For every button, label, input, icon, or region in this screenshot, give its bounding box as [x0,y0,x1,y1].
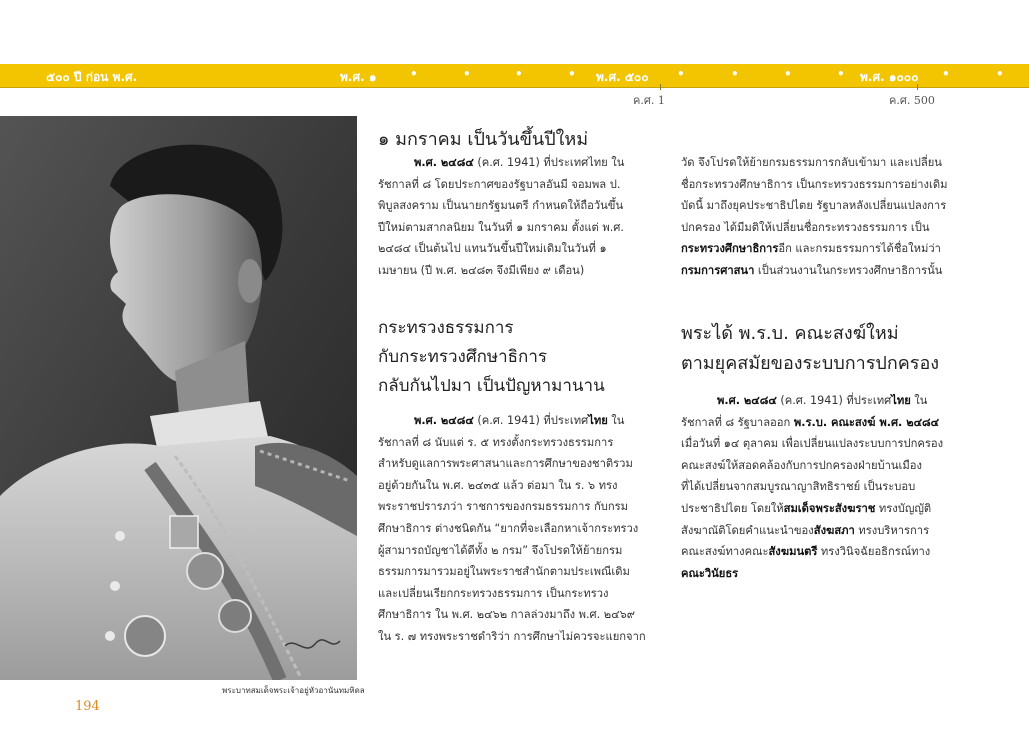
text-line: ปกครอง ได้มีมติให้เปลี่ยนชื่อกระทรวงธรรมการ เป็น [681,220,930,234]
timeline-dot: • [568,67,576,81]
portrait-illustration [0,116,357,680]
text-span: ใน [607,414,625,427]
text-line: เมษายน (ปี พ.ศ. ๒๔๘๓ จึงมีเพียง ๙ เดือน) [378,263,585,277]
ministries-body [378,410,673,648]
text-line: ใน ร. ๗ ทรงพระราชดำริว่า การศึกษาไม่ควรจะแยกจาก [378,629,646,643]
text-line [681,541,981,563]
bold-term: สมเด็จพระสังฆราช [783,501,876,515]
bold-term: กรมการศาสนา [681,263,755,277]
text-line: พิบูลสงคราม เป็นนายกรัฐมนตรี กำหนดให้ถือวันขึ้น [378,199,624,213]
text-line: ศึกษาธิการ ใน พ.ศ. ๒๔๖๒ กาลล่วงมาถึง พ.ศ. ๒๔๖๙ [378,608,635,622]
ministry-continuation-right [681,152,981,282]
title-line: กลับกันไปมา เป็นปัญหามานาน [378,376,605,396]
text-line [681,563,981,585]
text-span: ทรงบัญญัติ [875,501,932,515]
text-line: พระราชปรารภว่า ราชการของกรมธรรมการ กับกรม [378,500,628,514]
text-span: ใน [910,394,928,407]
text-span: คณะสงฆ์ทางคณะ [681,545,769,559]
text-line: รัชกาลที่ ๘ โดยประกาศของรัฐบาลอันมี จอมพล ป. [378,177,621,191]
timeline-band [0,64,1029,88]
text-line: เมื่อวันที่ ๑๔ ตุลาคม เพื่อเปลี่ยนแปลงระบบการปกครอง [681,437,944,451]
timeline-dot: • [677,67,685,81]
text-line: ศึกษาธิการ ต่างชนิดกัน “ยากที่จะเลือกหาเจ้ากระทรวง [378,521,639,535]
photo-caption: พระบาทสมเด็จพระเจ้าอยู่หัวอานันทมหิดล [222,686,365,695]
text-line [681,390,981,412]
new-year-body-left [378,152,668,282]
timeline-dot: • [942,67,950,81]
timeline-dot: • [515,67,523,81]
title-line: กับกระทรวงศึกษาธิการ [378,347,548,367]
year-bold: พ.ศ. ๒๔๘๔ [414,414,474,427]
text-line: ชื่อกระทรวงศึกษาธิการ เป็นกระทรวงธรรมการอย่างเดิม [681,177,948,191]
section-title-new-year: ๑ มกราคม เป็นวันขึ้นปีใหม่ [378,129,589,150]
timeline-dot: • [463,67,471,81]
era-label-ad500: ค.ศ. 500 [889,94,935,107]
text-span: ทรงบริหารการ [854,523,930,537]
text-line: สำหรับดูแลการพระศาสนาและการศึกษาของชาติรวม [378,457,633,471]
text-line: ปีใหม่ตามสากลนิยม ในวันที่ ๑ มกราคม ตั้งแต่ พ.ศ. [378,220,624,234]
text-line [681,520,981,542]
text-line: บัดนี้ มาถึงยุคประชาธิปไตย รัฐบาลหลังเปลี่ยนแปลงการ [681,199,947,213]
text-line [681,260,981,282]
text-line: วัด จึงโปรดให้ย้ายกรมธรรมการกลับเข้ามา และเปลี่ยน [681,156,942,169]
timeline-tick [917,84,918,90]
text-line: และเปลี่ยนเรียกกระทรวงธรรมการ เป็นกระทรวง [378,586,609,600]
era-label-ad1: ค.ศ. 1 [633,94,665,107]
bold-term: ไทย [891,394,911,407]
text-line [681,238,981,260]
section-title-ministries [378,314,605,401]
text-span: ทรงวินิจฉัยอธิกรณ์ทาง [817,545,931,559]
page-number: 194 [75,699,100,714]
year-bold: พ.ศ. ๒๔๘๔ [717,394,777,407]
timeline-dot: • [837,67,845,81]
bold-term: กระทรวงศึกษาธิการ [681,242,779,256]
bold-term: พ.ร.บ. คณะสงฆ์ พ.ศ. ๒๔๘๔ [793,415,940,429]
text-span: สังฆาณัติโดยคำแนะนำของ [681,523,814,537]
text-span: (ค.ศ. 1941) ที่ประเทศไทย ใน [473,156,625,169]
text-line [378,152,668,174]
text-span: รัชกาลที่ ๘ รัฐบาลออก [681,415,794,429]
text-line [681,412,981,434]
text-span: ประชาธิปไตย โดยให้ [681,501,784,515]
title-line: ตามยุคสมัยของระบบการปกครอง [681,353,940,374]
text-span: (ค.ศ. 1941) ที่ประเทศ [776,394,892,407]
timeline-dot: • [731,67,739,81]
text-span: เป็นส่วนงานในกระทรวงศึกษาธิการนั้น [754,263,943,277]
timeline-label-be1000: พ.ศ. ๑๐๐๐ [860,70,919,84]
timeline-label-be500: พ.ศ. ๕๐๐ [596,70,649,84]
timeline-label-be1: พ.ศ. ๑ [340,70,377,84]
text-line [378,410,673,432]
year-bold: พ.ศ. ๒๔๘๔ [414,156,474,169]
timeline-label-500bc: ๕๐๐ ปี ก่อน พ.ศ. [46,70,138,84]
portrait-photo [0,116,357,680]
text-line: รัชกาลที่ ๘ นับแต่ ร. ๕ ทรงตั้งกระทรวงธรรมการ [378,435,614,449]
sangha-act-body [681,390,981,584]
bold-term: สังฆมนตรี [768,545,818,559]
text-span: (ค.ศ. 1941) ที่ประเทศ [473,414,589,427]
text-line: อยู่ด้วยกันใน พ.ศ. ๒๔๓๕ แล้ว ต่อมา ใน ร. ๖ ทรง [378,478,618,492]
text-line: ธรรมการมารวมอยู่ในพระราชสำนักตามประเพณีเดิม [378,565,630,579]
text-line: ๒๔๘๔ เป็นต้นไป แทนวันขึ้นปีใหม่เดิมในวันที่ ๑ [378,242,607,256]
section-title-sangha-act [681,319,939,379]
text-line: ผู้สามารถบัญชาได้ดีทั้ง ๒ กรม” จึงโปรดให้ย้ายกรม [378,543,623,557]
bold-term: ไทย [588,414,608,427]
text-span: อีก และกรมธรรมการได้ชื่อใหม่ว่า [778,242,941,256]
timeline-dot: • [784,67,792,81]
text-line: ที่ได้เปลี่ยนจากสมบูรณาญาสิทธิราชย์ เป็นระบอบ [681,480,916,494]
title-line: กระทรวงธรรมการ [378,318,514,338]
bold-term: สังฆสภา [813,523,855,537]
bold-term: คณะวินัยธร [681,566,739,580]
text-line [681,498,981,520]
timeline-tick [660,84,661,90]
text-line: คณะสงฆ์ให้สอดคล้องกับการปกครองฝ่ายบ้านเมือง [681,458,922,472]
timeline-dot: • [410,67,418,81]
timeline-dot: • [996,67,1004,81]
title-line: พระได้ พ.ร.บ. คณะสงฆ์ใหม่ [681,323,899,344]
